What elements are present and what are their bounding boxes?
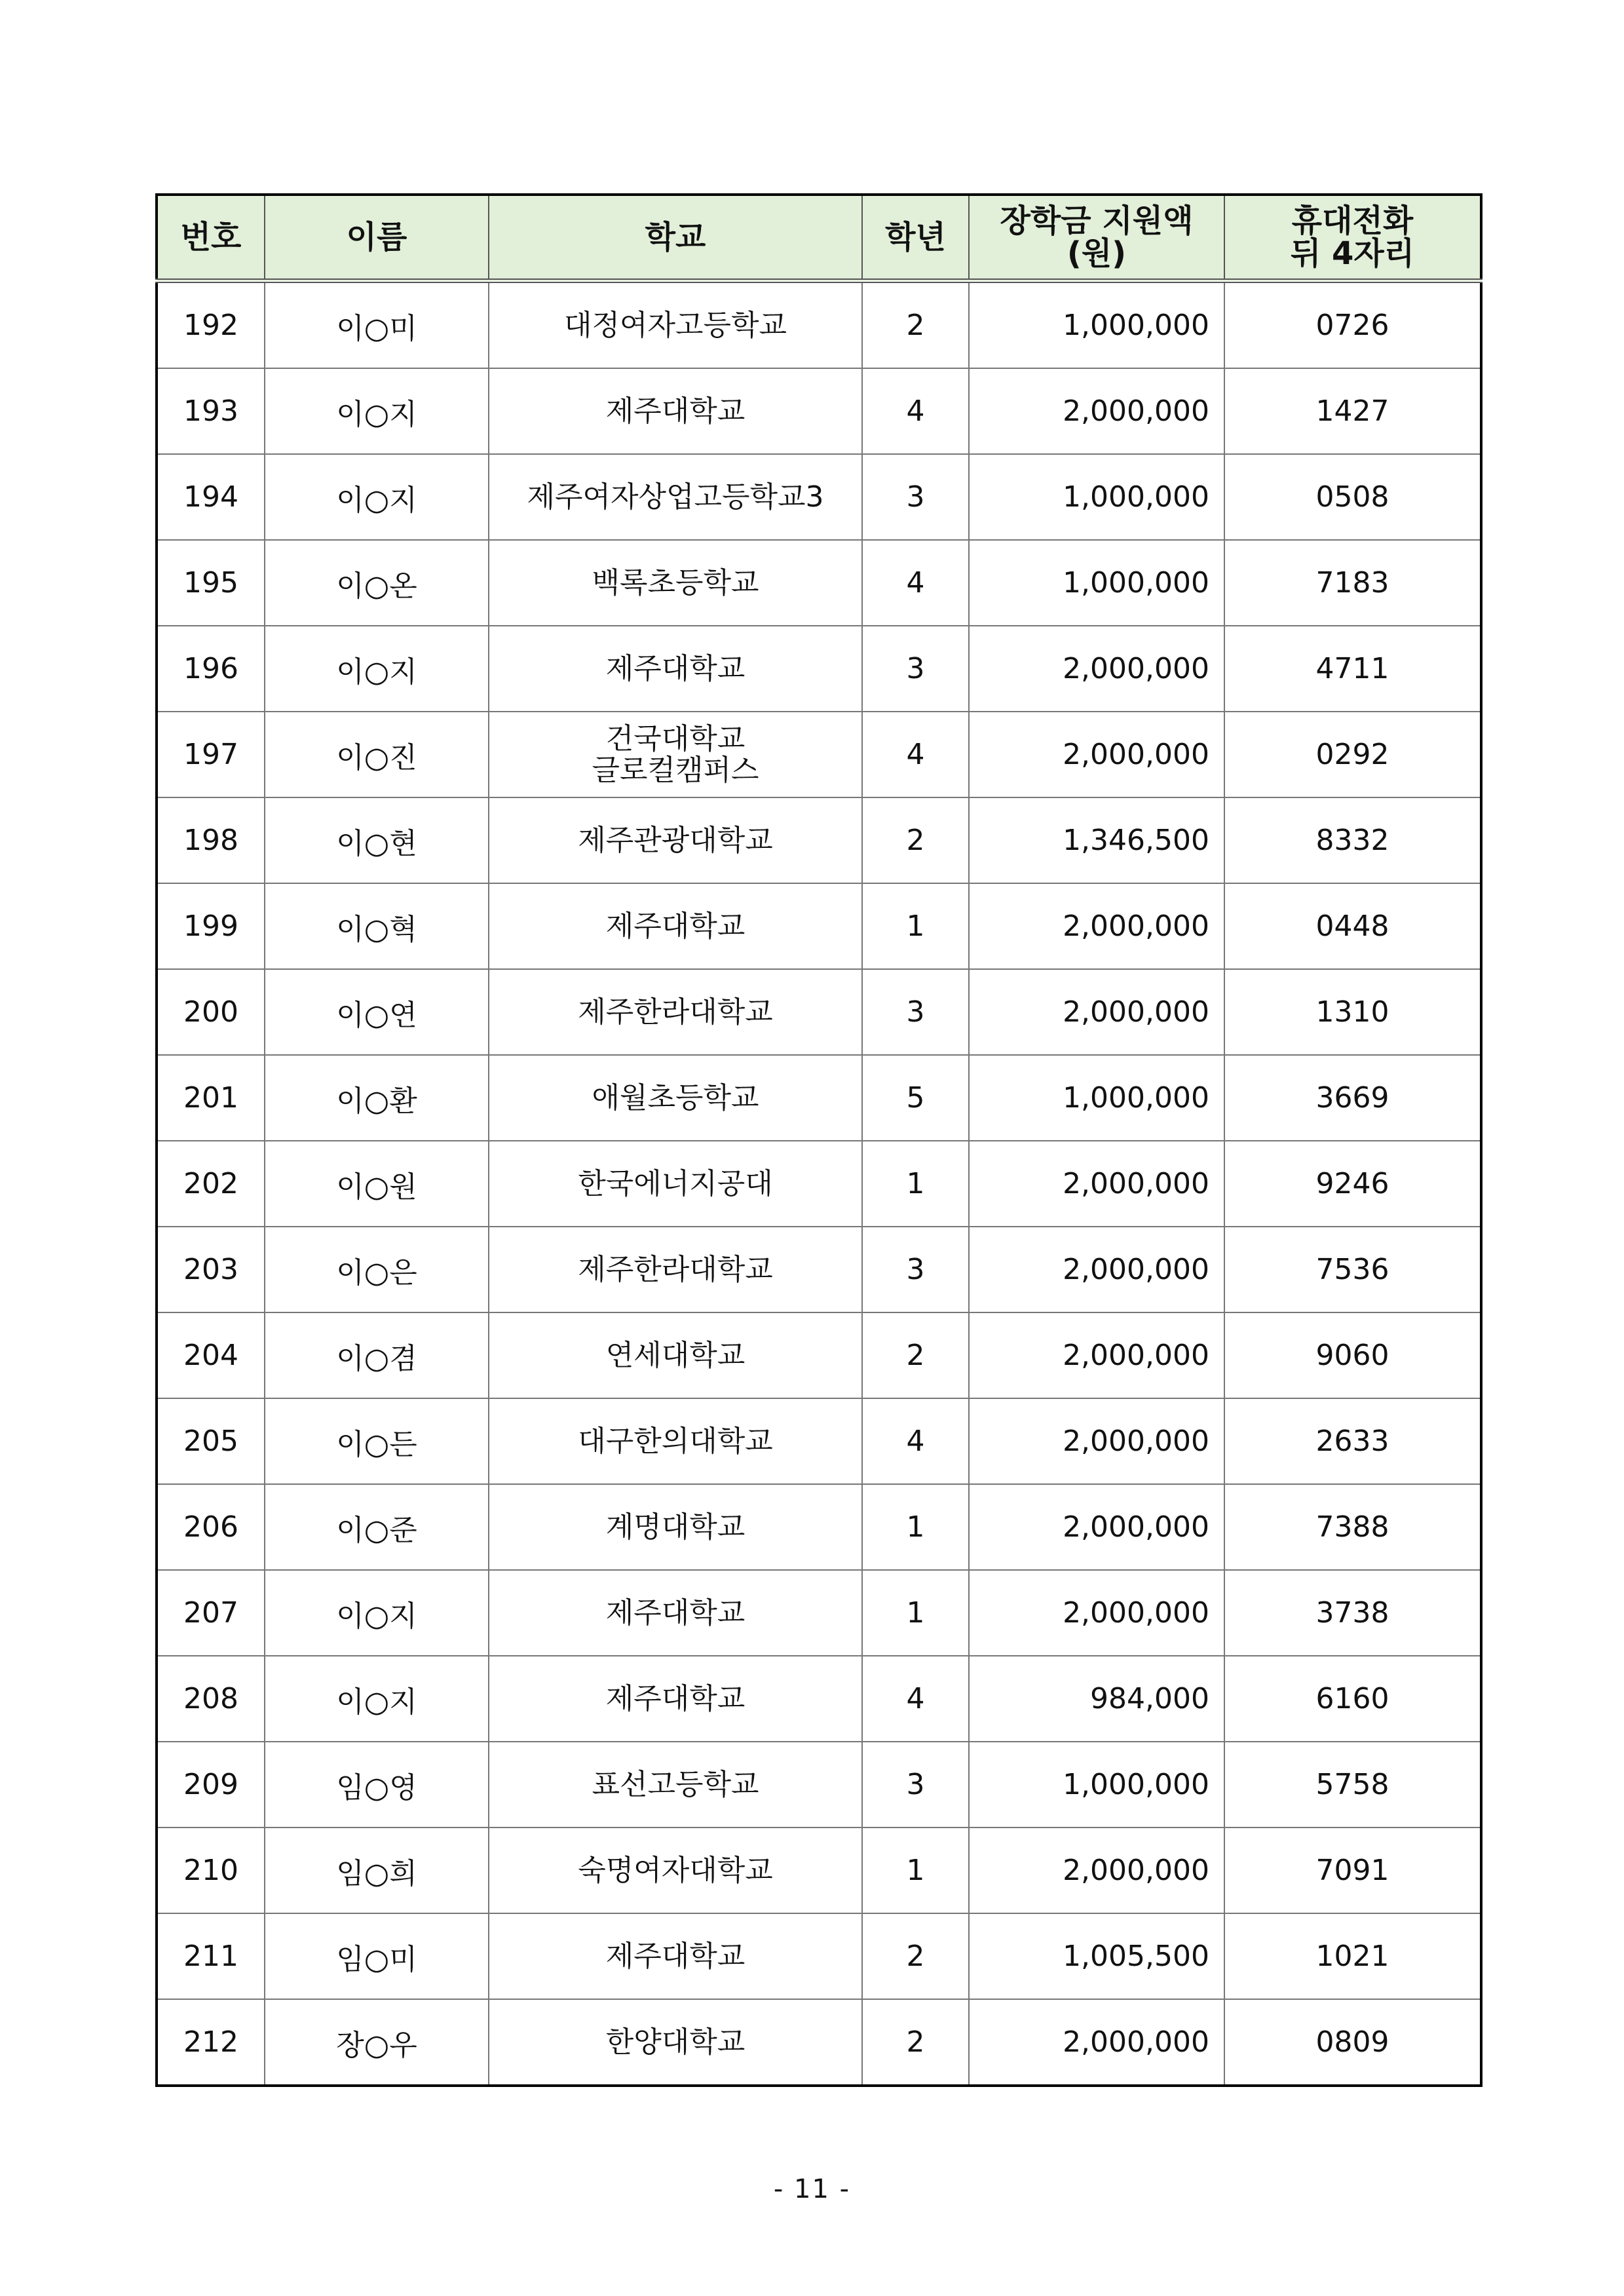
- cell-phone: 0292: [1224, 712, 1481, 797]
- cell-no: 207: [157, 1570, 265, 1656]
- cell-no: 208: [157, 1656, 265, 1742]
- cell-phone: 3738: [1224, 1570, 1481, 1656]
- table-row: [157, 797, 1481, 883]
- cell-school: [489, 712, 862, 797]
- cell-grade: 3: [862, 1227, 969, 1312]
- cell-amount: 1,346,500: [969, 797, 1224, 883]
- cell-school: 대구한의대학교: [489, 1398, 862, 1484]
- table-row: [157, 1141, 1481, 1227]
- cell-amount: 1,000,000: [969, 540, 1224, 626]
- cell-name: 이○연: [265, 969, 489, 1055]
- cell-no: 196: [157, 626, 265, 712]
- cell-amount: 2,000,000: [969, 626, 1224, 712]
- cell-amount: 1,000,000: [969, 281, 1224, 369]
- table-header-row: [157, 195, 1481, 281]
- table-row: [157, 454, 1481, 540]
- cell-school: 숙명여자대학교: [489, 1827, 862, 1913]
- table-row: [157, 1484, 1481, 1570]
- cell-amount: 1,000,000: [969, 454, 1224, 540]
- cell-amount: 2,000,000: [969, 1999, 1224, 2086]
- cell-grade: 5: [862, 1055, 969, 1141]
- cell-name: 이○원: [265, 1141, 489, 1227]
- cell-no: 205: [157, 1398, 265, 1484]
- cell-no: 194: [157, 454, 265, 540]
- table-row: [157, 883, 1481, 969]
- cell-name: 이○진: [265, 712, 489, 797]
- cell-grade: 2: [862, 281, 969, 369]
- cell-school: 한양대학교: [489, 1999, 862, 2086]
- cell-grade: 4: [862, 1656, 969, 1742]
- cell-no: 192: [157, 281, 265, 369]
- cell-grade: 1: [862, 1827, 969, 1913]
- cell-school: 제주한라대학교: [489, 1227, 862, 1312]
- cell-name: 이○혁: [265, 883, 489, 969]
- cell-amount: 2,000,000: [969, 1227, 1224, 1312]
- table-row: [157, 540, 1481, 626]
- cell-name: 이○준: [265, 1484, 489, 1570]
- cell-amount: 2,000,000: [969, 1827, 1224, 1913]
- cell-amount: 2,000,000: [969, 712, 1224, 797]
- cell-phone: 1427: [1224, 368, 1481, 454]
- cell-name: 이○지: [265, 454, 489, 540]
- cell-amount: 2,000,000: [969, 1484, 1224, 1570]
- cell-name: 이○온: [265, 540, 489, 626]
- cell-no: 211: [157, 1913, 265, 1999]
- cell-school: 제주대학교: [489, 1656, 862, 1742]
- cell-grade: 2: [862, 797, 969, 883]
- cell-school: 제주대학교: [489, 883, 862, 969]
- cell-grade: 1: [862, 1484, 969, 1570]
- cell-school: 제주대학교: [489, 1570, 862, 1656]
- cell-amount: 2,000,000: [969, 883, 1224, 969]
- cell-phone: 7091: [1224, 1827, 1481, 1913]
- header-phone-line2: 뒤 4자리: [1290, 235, 1415, 272]
- cell-no: 198: [157, 797, 265, 883]
- cell-name: 임○영: [265, 1742, 489, 1827]
- table-row: [157, 281, 1481, 369]
- cell-school: 백록초등학교: [489, 540, 862, 626]
- cell-name: 임○희: [265, 1827, 489, 1913]
- cell-phone: 2633: [1224, 1398, 1481, 1484]
- table-row: [157, 969, 1481, 1055]
- table-row: [157, 1227, 1481, 1312]
- cell-amount: 1,000,000: [969, 1742, 1224, 1827]
- cell-amount: 2,000,000: [969, 1141, 1224, 1227]
- cell-grade: 4: [862, 540, 969, 626]
- header-grade: 학년: [862, 195, 969, 281]
- cell-name: 이○미: [265, 281, 489, 369]
- header-phone-line1: 휴대전화: [1291, 202, 1414, 239]
- cell-amount: 2,000,000: [969, 1312, 1224, 1398]
- cell-phone: 7183: [1224, 540, 1481, 626]
- cell-no: 193: [157, 368, 265, 454]
- header-school: 학교: [489, 195, 862, 281]
- cell-phone: 0726: [1224, 281, 1481, 369]
- header-amount-line1: 장학금 지원액: [1000, 202, 1194, 239]
- cell-school: 제주대학교: [489, 368, 862, 454]
- cell-no: 197: [157, 712, 265, 797]
- cell-no: 201: [157, 1055, 265, 1141]
- cell-phone: 3669: [1224, 1055, 1481, 1141]
- table-row: [157, 1656, 1481, 1742]
- cell-no: 199: [157, 883, 265, 969]
- cell-grade: 3: [862, 1742, 969, 1827]
- cell-grade: 4: [862, 712, 969, 797]
- table-row: [157, 1570, 1481, 1656]
- cell-phone: 6160: [1224, 1656, 1481, 1742]
- cell-no: 204: [157, 1312, 265, 1398]
- cell-grade: 2: [862, 1913, 969, 1999]
- scholarship-table: [155, 193, 1482, 2087]
- cell-no: 195: [157, 540, 265, 626]
- cell-phone: 0809: [1224, 1999, 1481, 2086]
- cell-school: 제주여자상업고등학교3: [489, 454, 862, 540]
- cell-grade: 2: [862, 1999, 969, 2086]
- table-row: [157, 712, 1481, 797]
- cell-school: 연세대학교: [489, 1312, 862, 1398]
- cell-name: 이○지: [265, 368, 489, 454]
- table-row: [157, 1055, 1481, 1141]
- header-phone: [1224, 195, 1481, 281]
- cell-name: 이○지: [265, 1656, 489, 1742]
- cell-name: 이○현: [265, 797, 489, 883]
- cell-phone: 9246: [1224, 1141, 1481, 1227]
- cell-amount: 2,000,000: [969, 368, 1224, 454]
- cell-school: 한국에너지공대: [489, 1141, 862, 1227]
- page-number: - 11 -: [773, 2174, 851, 2204]
- cell-no: 202: [157, 1141, 265, 1227]
- cell-phone: 0508: [1224, 454, 1481, 540]
- cell-no: 203: [157, 1227, 265, 1312]
- cell-grade: 1: [862, 1141, 969, 1227]
- cell-no: 212: [157, 1999, 265, 2086]
- cell-name: 이○지: [265, 626, 489, 712]
- cell-school: 표선고등학교: [489, 1742, 862, 1827]
- cell-amount: 1,000,000: [969, 1055, 1224, 1141]
- cell-amount: 2,000,000: [969, 1570, 1224, 1656]
- cell-phone: 5758: [1224, 1742, 1481, 1827]
- table-row: [157, 1742, 1481, 1827]
- cell-grade: 3: [862, 454, 969, 540]
- cell-name: 이○은: [265, 1227, 489, 1312]
- table-row: [157, 1398, 1481, 1484]
- cell-no: 200: [157, 969, 265, 1055]
- header-name: 이름: [265, 195, 489, 281]
- cell-phone: 0448: [1224, 883, 1481, 969]
- cell-name: 이○지: [265, 1570, 489, 1656]
- cell-grade: 4: [862, 1398, 969, 1484]
- table-row: [157, 368, 1481, 454]
- cell-grade: 2: [862, 1312, 969, 1398]
- cell-phone: 1310: [1224, 969, 1481, 1055]
- cell-grade: 1: [862, 1570, 969, 1656]
- cell-phone: 7536: [1224, 1227, 1481, 1312]
- cell-phone: 8332: [1224, 797, 1481, 883]
- table-row: [157, 1999, 1481, 2086]
- cell-name: 이○든: [265, 1398, 489, 1484]
- cell-school: 제주대학교: [489, 1913, 862, 1999]
- cell-amount: 2,000,000: [969, 969, 1224, 1055]
- cell-school: 계명대학교: [489, 1484, 862, 1570]
- cell-school: 제주관광대학교: [489, 797, 862, 883]
- cell-school-line1: 건국대학교: [605, 721, 746, 756]
- table-row: [157, 1312, 1481, 1398]
- header-no: 번호: [157, 195, 265, 281]
- table-row: [157, 626, 1481, 712]
- cell-no: 209: [157, 1742, 265, 1827]
- cell-name: 이○겸: [265, 1312, 489, 1398]
- cell-name: 장○우: [265, 1999, 489, 2086]
- table-body: [157, 281, 1481, 2086]
- cell-grade: 3: [862, 969, 969, 1055]
- cell-school-line2: 글로컬캠퍼스: [592, 753, 759, 787]
- table-row: [157, 1913, 1481, 1999]
- header-amount-line2: (원): [1067, 235, 1127, 272]
- header-amount: [969, 195, 1224, 281]
- cell-grade: 3: [862, 626, 969, 712]
- cell-school: 제주대학교: [489, 626, 862, 712]
- cell-school: 제주한라대학교: [489, 969, 862, 1055]
- cell-school: 대정여자고등학교: [489, 281, 862, 369]
- cell-phone: 1021: [1224, 1913, 1481, 1999]
- cell-phone: 4711: [1224, 626, 1481, 712]
- cell-name: 이○환: [265, 1055, 489, 1141]
- cell-phone: 9060: [1224, 1312, 1481, 1398]
- cell-amount: 984,000: [969, 1656, 1224, 1742]
- cell-no: 210: [157, 1827, 265, 1913]
- cell-no: 206: [157, 1484, 265, 1570]
- cell-phone: 7388: [1224, 1484, 1481, 1570]
- cell-grade: 1: [862, 883, 969, 969]
- cell-grade: 4: [862, 368, 969, 454]
- cell-name: 임○미: [265, 1913, 489, 1999]
- cell-amount: 1,005,500: [969, 1913, 1224, 1999]
- cell-school: 애월초등학교: [489, 1055, 862, 1141]
- cell-amount: 2,000,000: [969, 1398, 1224, 1484]
- table-row: [157, 1827, 1481, 1913]
